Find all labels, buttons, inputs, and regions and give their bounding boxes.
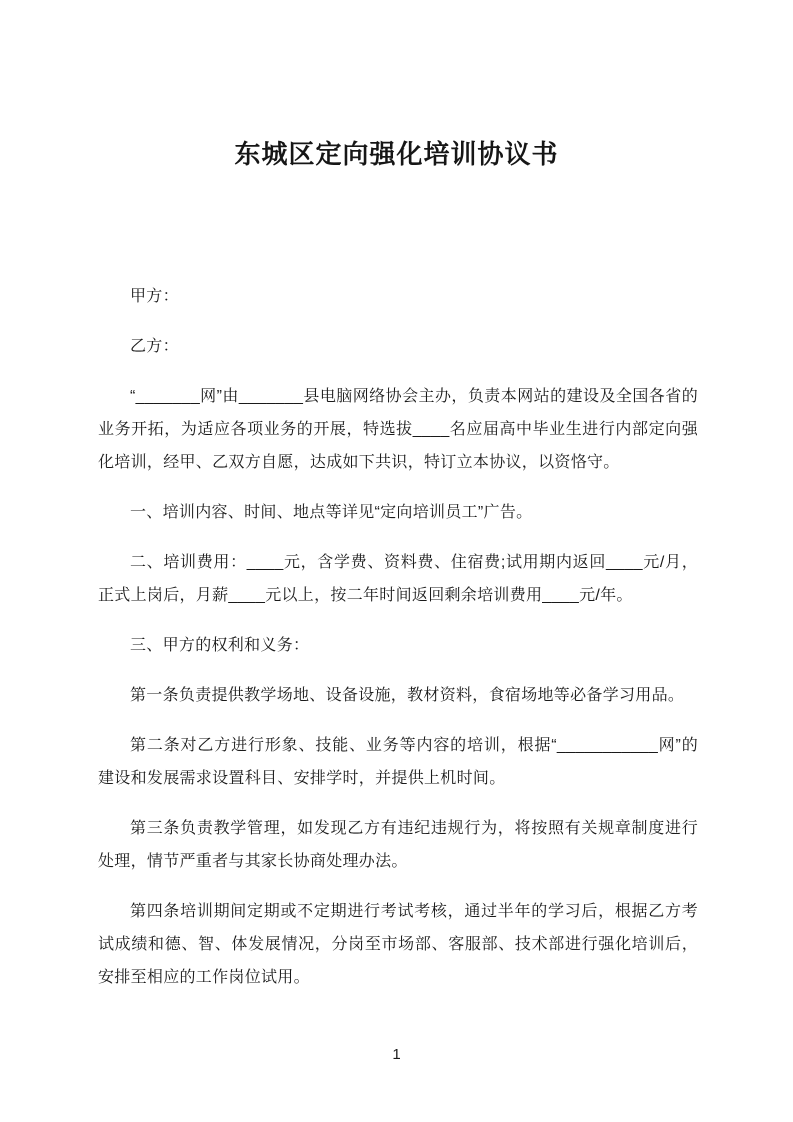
paragraph: “_______网”由_______县电脑网络协会主办，负责本网站的建设及全国各省的业务开拓，为适应各项业务的开展，特选拔____名应届高中毕业生进行内部定向强化培训，经甲、乙双方自愿，达成如下共识，特订立本协议，以资恪守。 <box>98 388 698 471</box>
paragraph: 第三条负责教学管理，如发现乙方有违纪违规行为，将按照有关规章制度进行处理，情节严重者与其家长协商处理办法。 <box>98 820 698 870</box>
paragraph: 一、培训内容、时间、地点等详见“定向培训员工”广告。 <box>130 504 533 521</box>
document-body <box>98 280 698 994</box>
paragraph: 甲方： <box>130 288 179 305</box>
paragraph: 第四条培训期间定期或不定期进行考试考核，通过半年的学习后，根据乙方考试成绩和德、智、体发展情况，分岗至市场部、客服部、技术部进行强化培训后，安排至相应的工作岗位试用。 <box>98 903 698 986</box>
paragraph: 第二条对乙方进行形象、技能、业务等内容的培训，根据“___________网”的建设和发展需求设置科目、安排学时，并提供上机时间。 <box>98 737 698 787</box>
paragraph: 第一条负责提供教学场地、设备设施，教材资料，食宿场地等必备学习用品。 <box>130 687 685 704</box>
paragraph: 三、甲方的权利和义务： <box>130 637 310 654</box>
paragraph: 二、培训费用：____元，含学费、资料费、住宿费;试用期内返回____元/月，正式上岗后，月薪____元以上，按二年时间返回剩余培训费用____元/年。 <box>98 554 698 604</box>
document-title: 东城区定向强化培训协议书 <box>234 139 559 169</box>
paragraph: 乙方： <box>130 338 179 355</box>
page-number: 1 <box>392 1046 401 1063</box>
